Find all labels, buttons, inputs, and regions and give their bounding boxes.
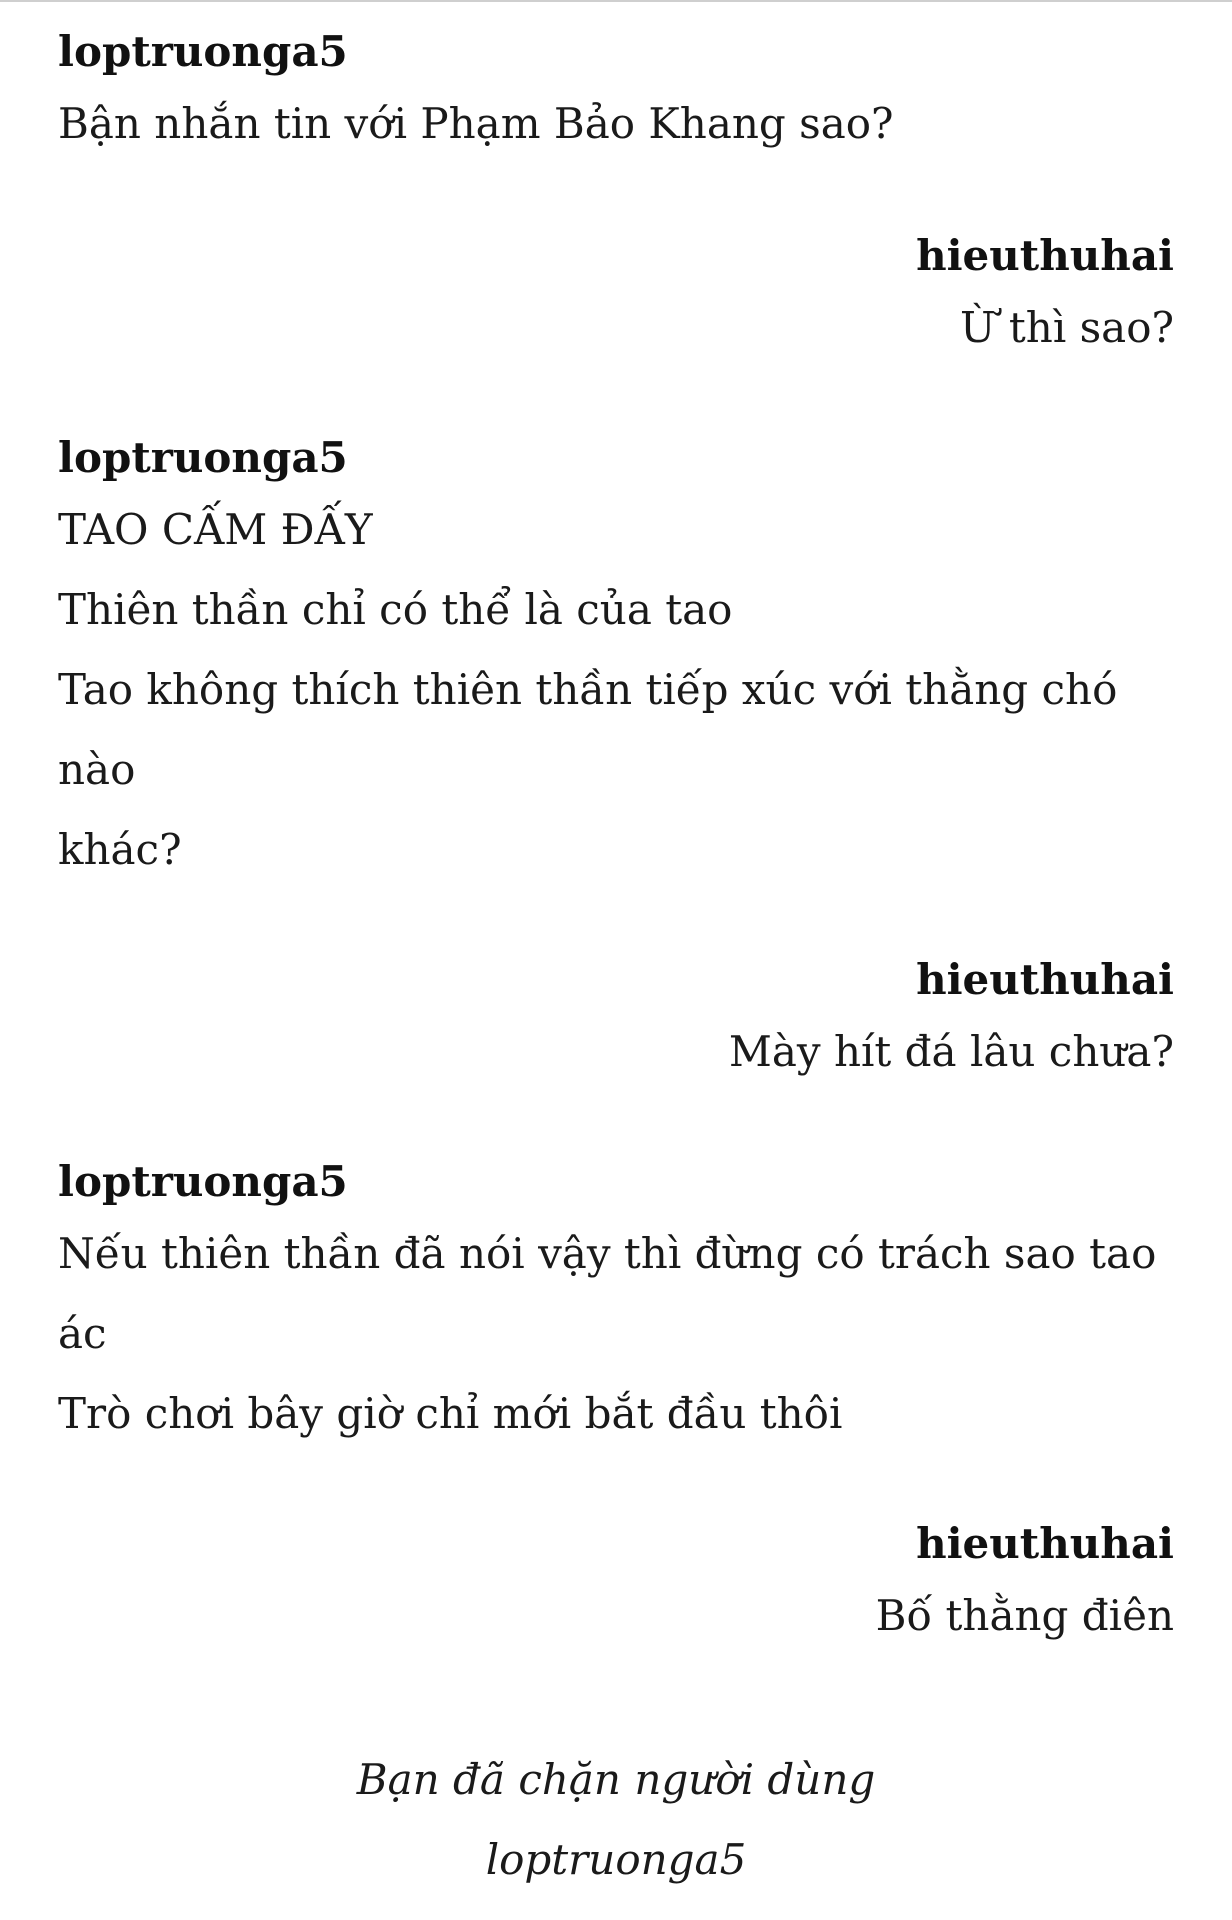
message-block — [58, 224, 1174, 368]
message-line: Bận nhắn tin với Phạm Bảo Khang sao? — [58, 99, 894, 148]
message-line: Thiên thần chỉ có thể là của tao — [58, 585, 733, 634]
chat-transcript — [58, 20, 1174, 1656]
message-line: Mày hít đá lâu chưa? — [728, 1027, 1174, 1076]
message-line: Ừ thì sao? — [960, 303, 1174, 352]
blocked-user-notice — [58, 1740, 1174, 1900]
message-block — [58, 1150, 1174, 1454]
message-line: Trò chơi bây giờ chỉ mới bắt đầu thôi — [58, 1389, 843, 1438]
message-block — [58, 948, 1174, 1092]
sender-name: loptruonga5 — [58, 27, 348, 76]
message-line: Bố thằng điên — [875, 1591, 1174, 1640]
sender-name: hieuthuhai — [916, 231, 1174, 280]
message-line: Nếu thiên thần đã nói vậy thì đừng có trách sao tao ác — [58, 1229, 1157, 1358]
message-block — [58, 426, 1174, 890]
message-line: Tao không thích thiên thần tiếp xúc với thằng chó nào — [58, 665, 1118, 794]
top-divider — [0, 0, 1232, 2]
sender-name: hieuthuhai — [916, 1519, 1174, 1568]
sender-name: loptruonga5 — [58, 433, 348, 482]
notice-line: Bạn đã chặn người dùng — [356, 1755, 876, 1804]
sender-name: hieuthuhai — [916, 955, 1174, 1004]
message-block — [58, 20, 1174, 164]
message-line: TAO CẤM ĐẤY — [58, 505, 373, 554]
message-line: khác? — [58, 825, 182, 874]
message-block — [58, 1512, 1174, 1656]
sender-name: loptruonga5 — [58, 1157, 348, 1206]
notice-line: loptruonga5 — [485, 1835, 747, 1884]
